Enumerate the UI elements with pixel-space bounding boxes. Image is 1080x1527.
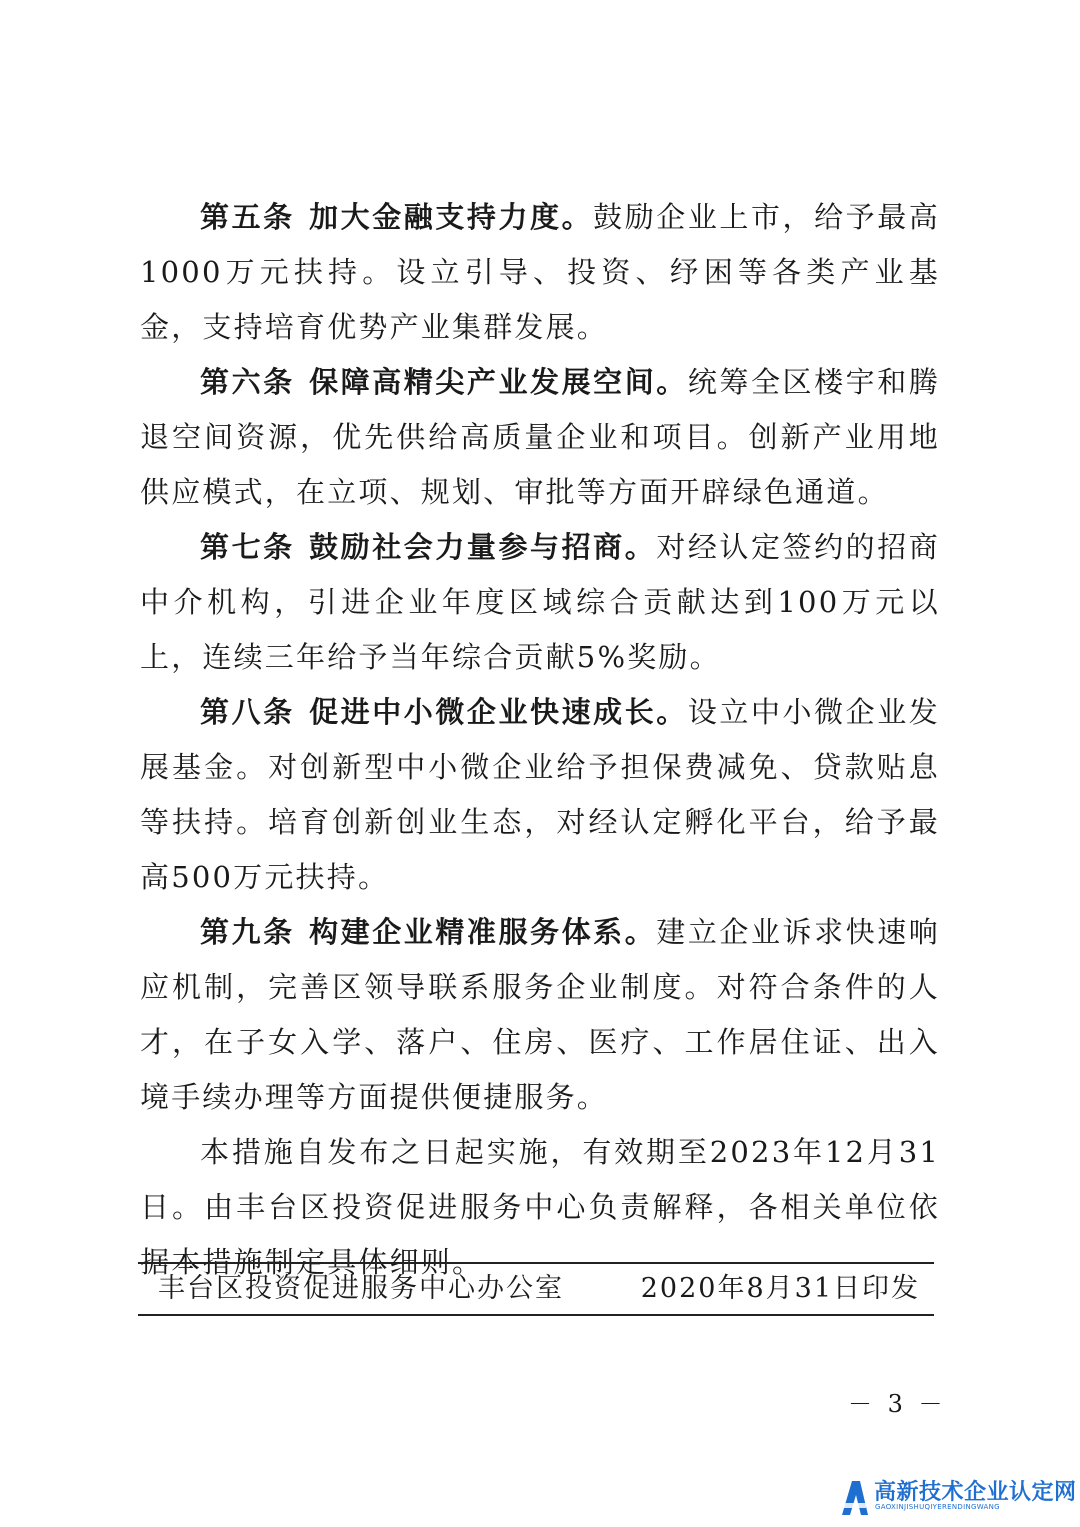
issue-date: 2020年8月31日印发 — [640, 1273, 920, 1304]
article-heading: 第八条 — [200, 695, 295, 729]
article-text: 鼓励企业上市，给予最高1000万元扶持。设立引导、投资、纾困等各类产业基金，支持培育优势产业集群发展。 — [140, 200, 940, 344]
article-title: 构建企业精准服务体系。 — [308, 915, 657, 949]
document-body — [140, 190, 940, 1290]
article-heading: 第五条 — [200, 200, 295, 234]
article-title: 促进中小微企业快速成长。 — [308, 695, 688, 729]
article-heading: 第七条 — [200, 530, 295, 564]
article-title: 加大金融支持力度。 — [308, 200, 594, 234]
article-8 — [140, 685, 940, 905]
article-title: 保障高精尖产业发展空间。 — [308, 365, 688, 399]
article-text: 设立中小微企业发展基金。对创新型中小微企业给予担保费减免、贷款贴息等扶持。培育创新创业生态，对经认定孵化平台，给予最高500万元扶持。 — [140, 695, 940, 894]
article-9 — [140, 905, 940, 1125]
issuer-name: 丰台区投资促进服务中心办公室 — [158, 1273, 564, 1304]
site-logo-icon — [838, 1475, 870, 1519]
article-heading: 第六条 — [200, 365, 295, 399]
article-5 — [140, 190, 940, 355]
watermark-subtitle: GAOXINJISHUQIYERENDINGWANG — [875, 1503, 1000, 1511]
article-6 — [140, 355, 940, 520]
watermark-title: 高新技术企业认定网 — [874, 1480, 1077, 1505]
article-7 — [140, 520, 940, 685]
page-number: － 3 － — [848, 1390, 947, 1418]
article-text: 建立企业诉求快速响应机制，完善区领导联系服务企业制度。对符合条件的人才，在子女入学、落户、住房、医疗、工作居住证、出入境手续办理等方面提供便捷服务。 — [140, 915, 940, 1114]
issuance-footer — [138, 1262, 934, 1316]
article-heading: 第九条 — [200, 915, 295, 949]
article-title: 鼓励社会力量参与招商。 — [308, 530, 657, 564]
closing-paragraph: 本措施自发布之日起实施，有效期至2023年12月31日。由丰台区投资促进服务中心负责解释，各相关单位依据本措施制定具体细则。 — [140, 1135, 940, 1279]
site-watermark — [838, 1473, 1078, 1523]
article-text: 对经认定签约的招商中介机构，引进企业年度区域综合贡献达到100万元以上，连续三年给予当年综合贡献5%奖励。 — [140, 530, 940, 674]
article-text: 统筹全区楼宇和腾退空间资源，优先供给高质量企业和项目。创新产业用地供应模式，在立项、规划、审批等方面开辟绿色通道。 — [140, 365, 940, 509]
